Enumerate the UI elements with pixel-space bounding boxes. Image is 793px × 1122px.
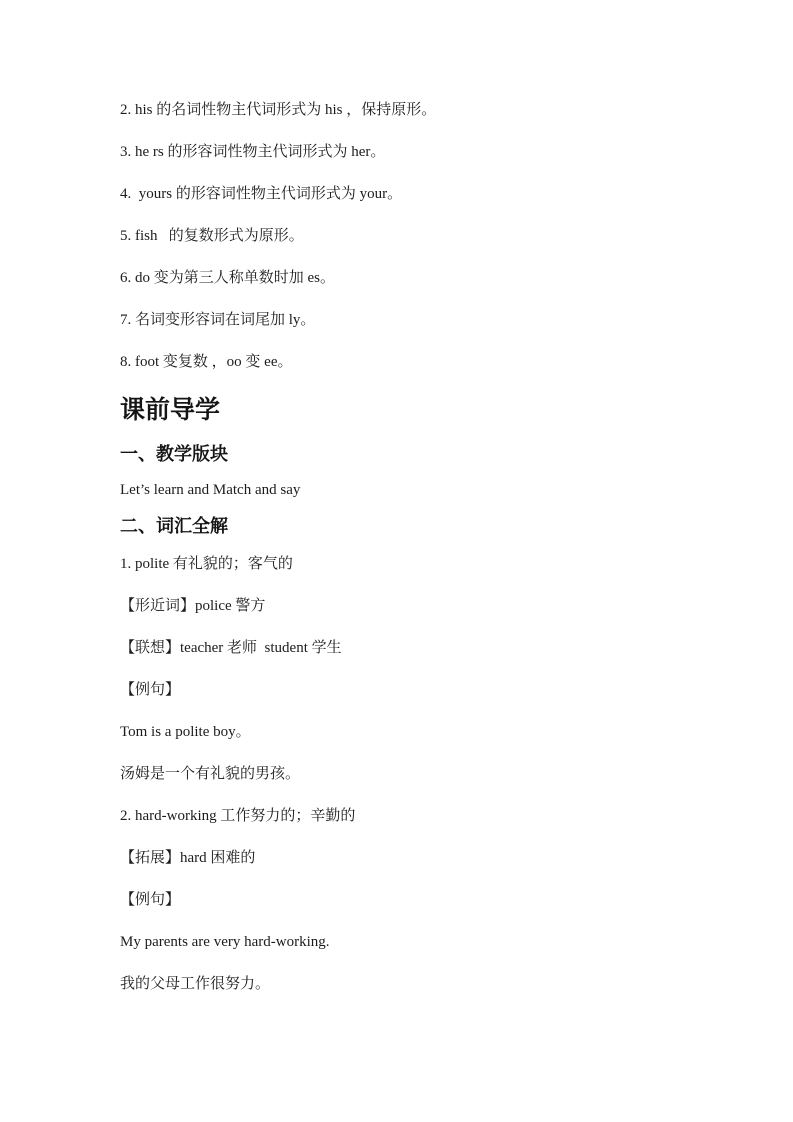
grammar-note: 4. yours 的形容词性物主代词形式为 your。 bbox=[120, 186, 403, 202]
grammar-note: 6. do 变为第三人称单数时加 es。 bbox=[120, 270, 335, 286]
vocab-example-sentence-zh: 我的父母工作很努力。 bbox=[120, 976, 271, 992]
grammar-note: 3. he rs 的形容词性物主代词形式为 her。 bbox=[120, 144, 386, 160]
vocab-extension-line: 【拓展】hard 困难的 bbox=[120, 850, 256, 866]
grammar-note: 2. his 的名词性物主代词形式为 his ，保持原形。 bbox=[120, 102, 437, 118]
vocab-similar-word-line: 【形近词】police 警方 bbox=[120, 598, 266, 614]
page-heading-preclass-guide: 课前导学 bbox=[120, 396, 221, 424]
section-heading-teaching-module: 一、教学版块 bbox=[120, 444, 228, 464]
grammar-note: 8. foot 变复数 ，oo 变 ee。 bbox=[120, 354, 293, 370]
section-heading-vocabulary: 二、词汇全解 bbox=[120, 516, 228, 536]
vocab-example-sentence-en: Tom is a polite boy。 bbox=[120, 724, 251, 740]
grammar-note: 5. fish 的复数形式为原形。 bbox=[120, 228, 304, 244]
vocab-entry-word: 1. polite 有礼貌的；客气的 bbox=[120, 556, 293, 572]
grammar-note: 7. 名词变形容词在词尾加 ly。 bbox=[120, 312, 316, 328]
teaching-module-line: Let’s learn and Match and say bbox=[120, 482, 301, 498]
vocab-example-sentence-zh: 汤姆是一个有礼貌的男孩。 bbox=[120, 766, 301, 782]
vocab-association-line: 【联想】teacher 老师 student 学生 bbox=[120, 640, 342, 656]
vocab-example-label: 【例句】 bbox=[120, 892, 181, 908]
vocab-example-sentence-en: My parents are very hard-working. bbox=[120, 934, 330, 950]
vocab-entry-word: 2. hard-working 工作努力的；辛勤的 bbox=[120, 808, 356, 824]
vocab-example-label: 【例句】 bbox=[120, 682, 181, 698]
